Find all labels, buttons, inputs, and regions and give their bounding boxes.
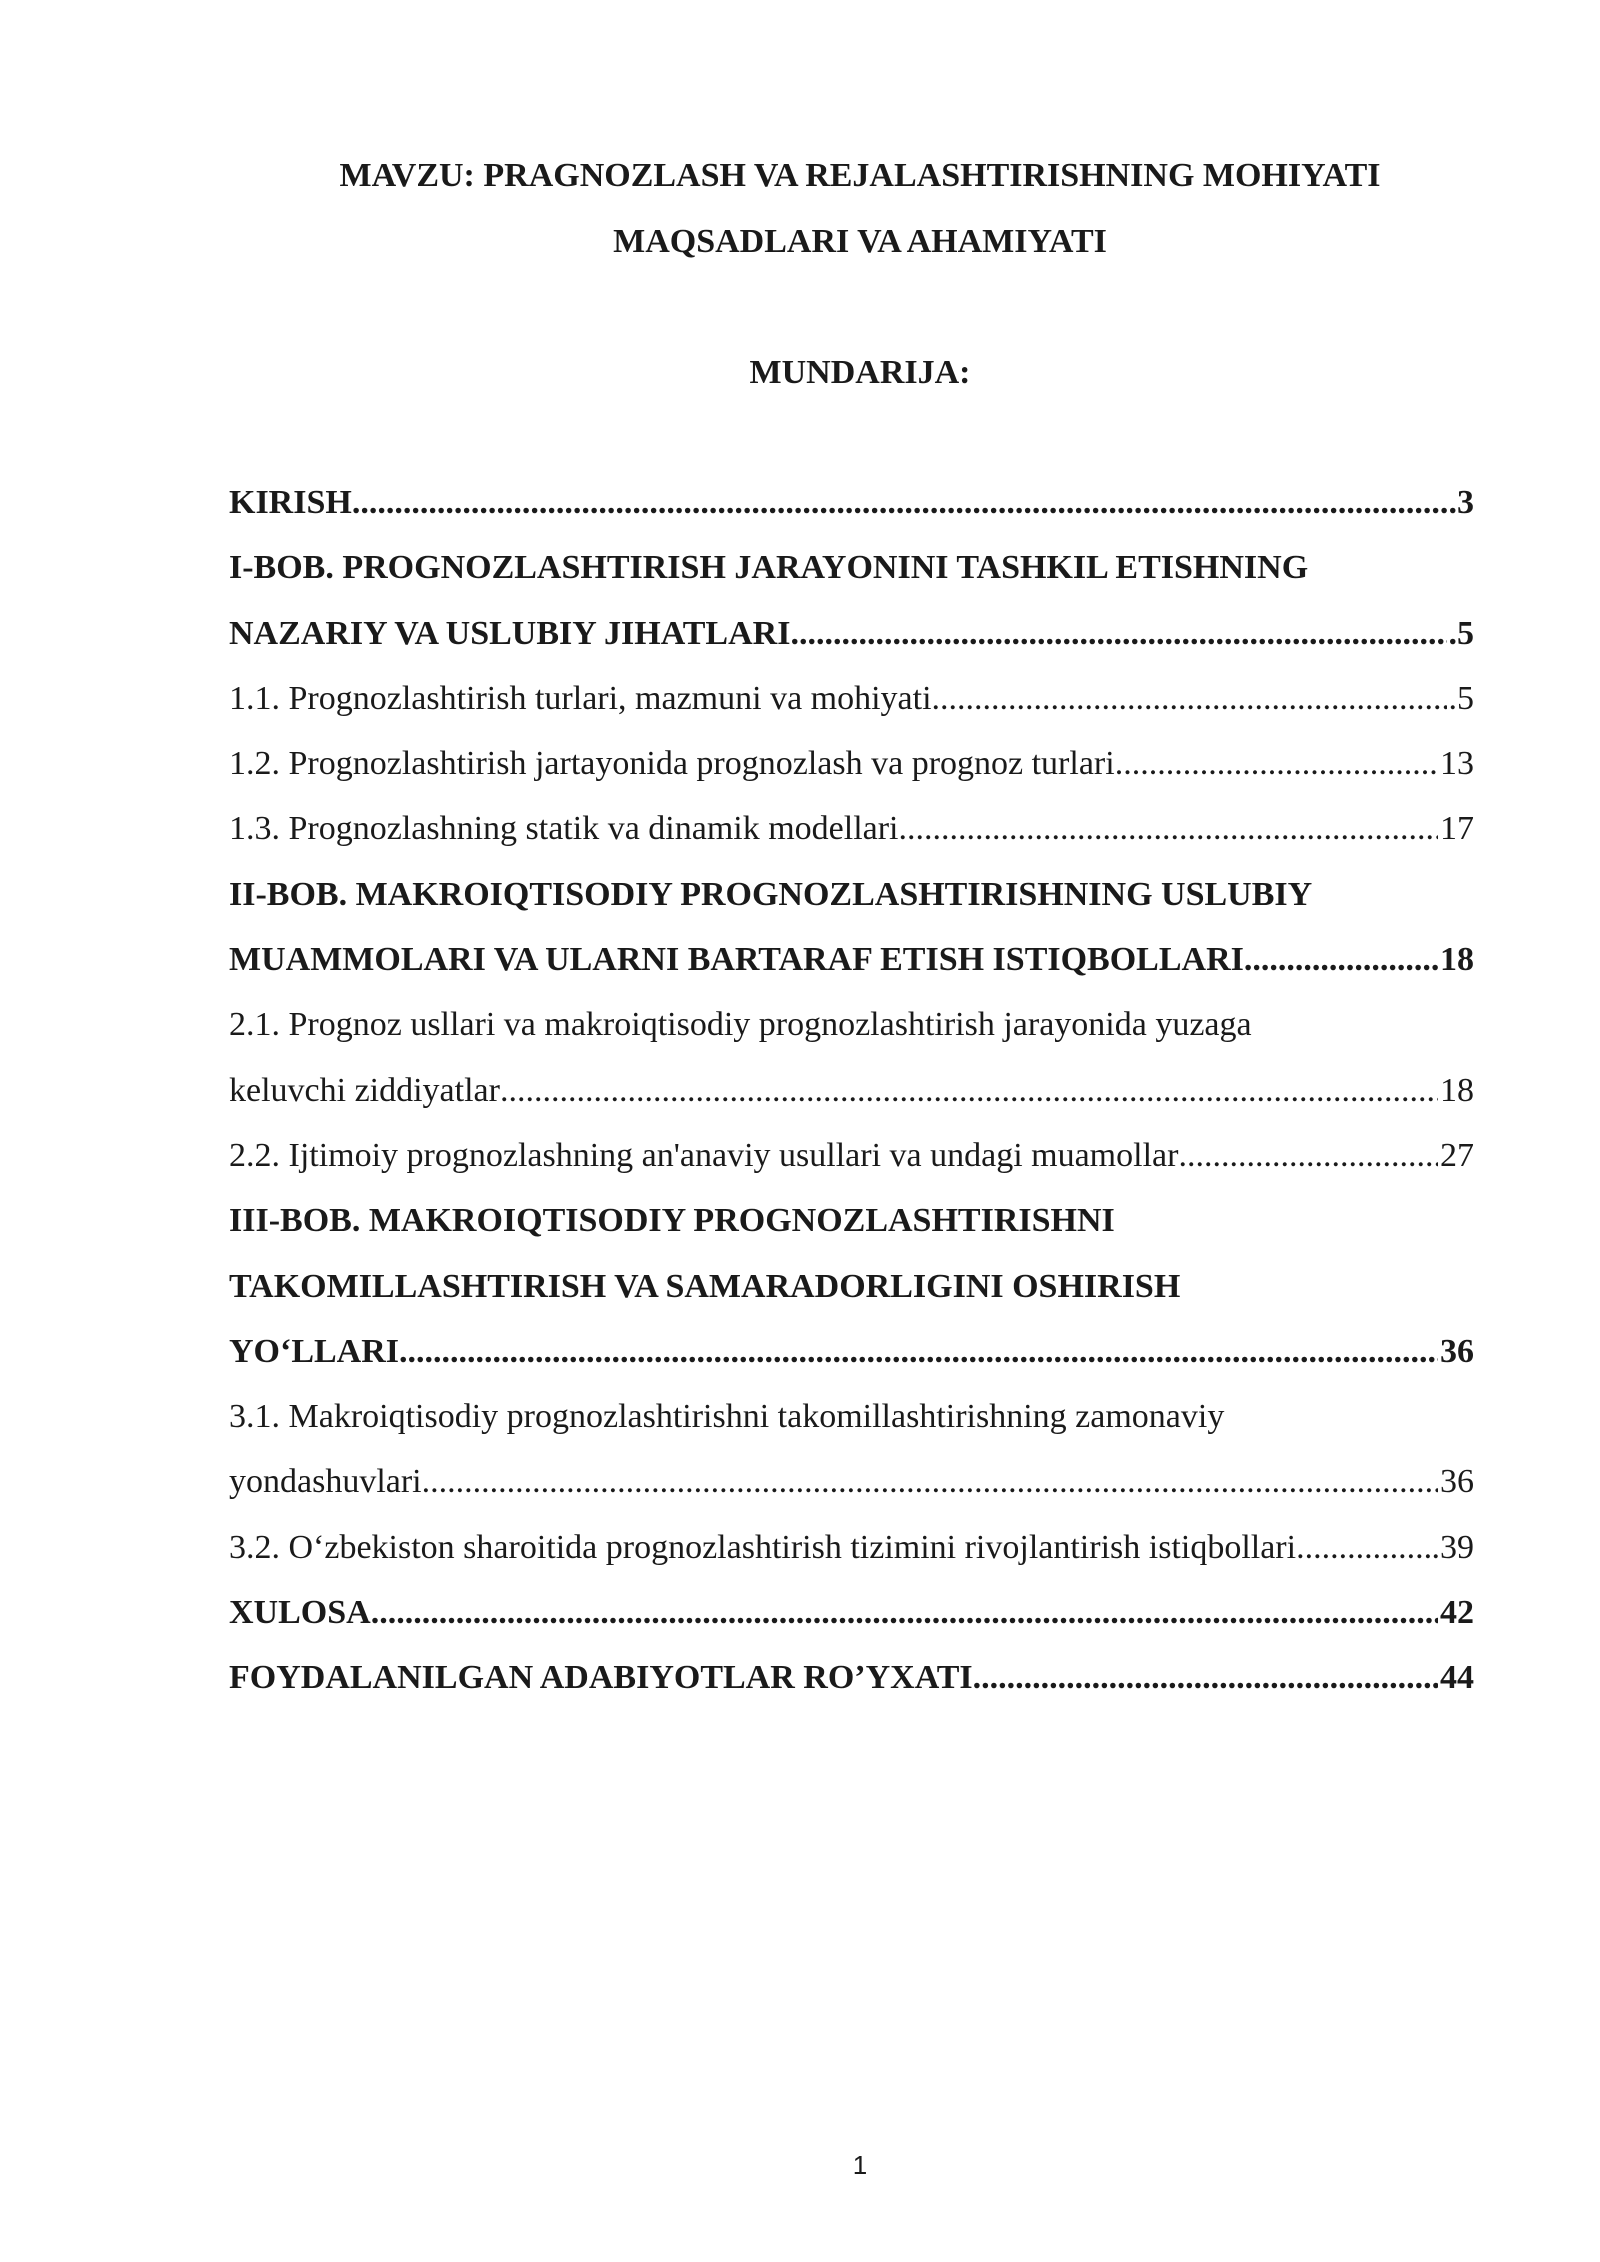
toc-entry-title: yondashuvlari [229, 1463, 422, 1501]
toc-entry-title-line: 3.1. Makroiqtisodiy prognozlashtirishni takomillashtirishning zamonaviy [229, 1398, 1225, 1436]
toc-page-number: .5 [1448, 679, 1474, 717]
toc-page-number: .5 [1448, 614, 1474, 652]
toc-dot-leader [1115, 731, 1438, 796]
toc-entry-title-line: II-BOB. MAKROIQTISODIY PROGNOZLASHTIRISHNING USLUBIY [229, 875, 1313, 913]
toc-dot-leader [790, 601, 1446, 666]
document-title-line-2: MAQSADLARI VA AHAMIYATI [613, 223, 1107, 260]
toc-page-number: .3 [1448, 484, 1474, 521]
table-of-contents-heading: MUNDARIJA: [749, 354, 971, 391]
toc-entry [229, 1645, 1474, 1710]
toc-page-number: .39 [1431, 1528, 1474, 1566]
toc-dot-leader [399, 1319, 1438, 1384]
toc-entry-title-line: 2.1. Prognoz usllari va makroiqtisodiy prognozlashtirish jarayonida yuzaga [229, 1006, 1252, 1044]
toc-entry [229, 1515, 1474, 1580]
toc-entry [229, 862, 1474, 993]
toc-entry-title: keluvchi ziddiyatlar [229, 1071, 500, 1109]
page-number: 1 [852, 2150, 868, 2180]
toc-entry-title-line: I-BOB. PROGNOZLASHTIRISH JARAYONINI TASHKIL ETISHNING [229, 549, 1309, 587]
toc-entry-title: FOYDALANILGAN ADABIYOTLAR RO’YXATI [229, 1659, 973, 1697]
toc-dot-leader [932, 666, 1447, 731]
toc-entry-title: MUAMMOLARI VA ULARNI BARTARAF ETISH ISTIQBOLLARI [229, 941, 1244, 979]
toc-dot-leader [422, 1449, 1438, 1514]
toc-entry-title: 1.3. Prognozlashning statik va dinamik modellari [229, 810, 899, 848]
toc-dot-leader [500, 1058, 1438, 1123]
toc-page-number: 27 [1440, 1136, 1474, 1174]
toc-entry [229, 1384, 1474, 1515]
toc-entry-title: KIRISH [229, 484, 352, 521]
toc-entry-title: 1.1. Prognozlashtirish turlari, mazmuni va mohiyati [229, 679, 932, 717]
toc-page-number: 18 [1440, 1071, 1474, 1109]
document-title-line-1: MAVZU: PRAGNOZLASH VA REJALASHTIRISHNING MOHIYATI [339, 157, 1381, 194]
toc-page-number: 42 [1440, 1594, 1474, 1632]
toc-entry [229, 731, 1474, 796]
toc-dot-leader [899, 796, 1438, 861]
toc-dot-leader [1178, 1123, 1438, 1188]
toc-dot-leader [1305, 1515, 1430, 1580]
toc-page-number: 36 [1440, 1463, 1474, 1501]
toc-entry-title: NAZARIY VA USLUBIY JIHATLARI [229, 614, 791, 652]
toc-dot-leader [1244, 927, 1438, 992]
toc-entry-title: XULOSA [229, 1594, 371, 1632]
toc-entry [229, 666, 1474, 731]
toc-entry-title-line: III-BOB. MAKROIQTISODIY PROGNOZLASHTIRISHNI TAKOMILLASHTIRISH VA SAMARADORLIGINI OSHIRISH [229, 1202, 1181, 1305]
toc-entry [229, 1123, 1474, 1188]
toc-entry [229, 470, 1474, 535]
table-of-contents [229, 470, 1474, 1711]
toc-dot-leader [371, 1580, 1438, 1645]
toc-entry-title: 3.2. O‘zbekiston sharoitida prognozlashtirish tizimini rivojlantirish istiqbollari. [229, 1528, 1305, 1566]
toc-dot-leader [973, 1645, 1438, 1710]
toc-entry-title: YO‘LLARI [229, 1332, 400, 1370]
toc-entry [229, 1580, 1474, 1645]
toc-page-number: 18 [1440, 941, 1474, 979]
toc-page-number: 13 [1440, 745, 1474, 783]
toc-entry-title: 2.2. Ijtimoiy prognozlashning an'anaviy usullari va undagi muamollar [229, 1136, 1179, 1174]
toc-page-number: 17 [1440, 810, 1474, 848]
toc-entry [229, 992, 1474, 1123]
toc-page-number: 36 [1440, 1332, 1474, 1370]
toc-page-number: 44 [1440, 1659, 1474, 1697]
toc-entry [229, 535, 1474, 666]
toc-entry-title: 1.2. Prognozlashtirish jartayonida prognozlash va prognoz turlari [229, 745, 1115, 783]
toc-entry [229, 796, 1474, 861]
toc-entry [229, 1188, 1474, 1384]
toc-dot-leader [352, 470, 1447, 535]
